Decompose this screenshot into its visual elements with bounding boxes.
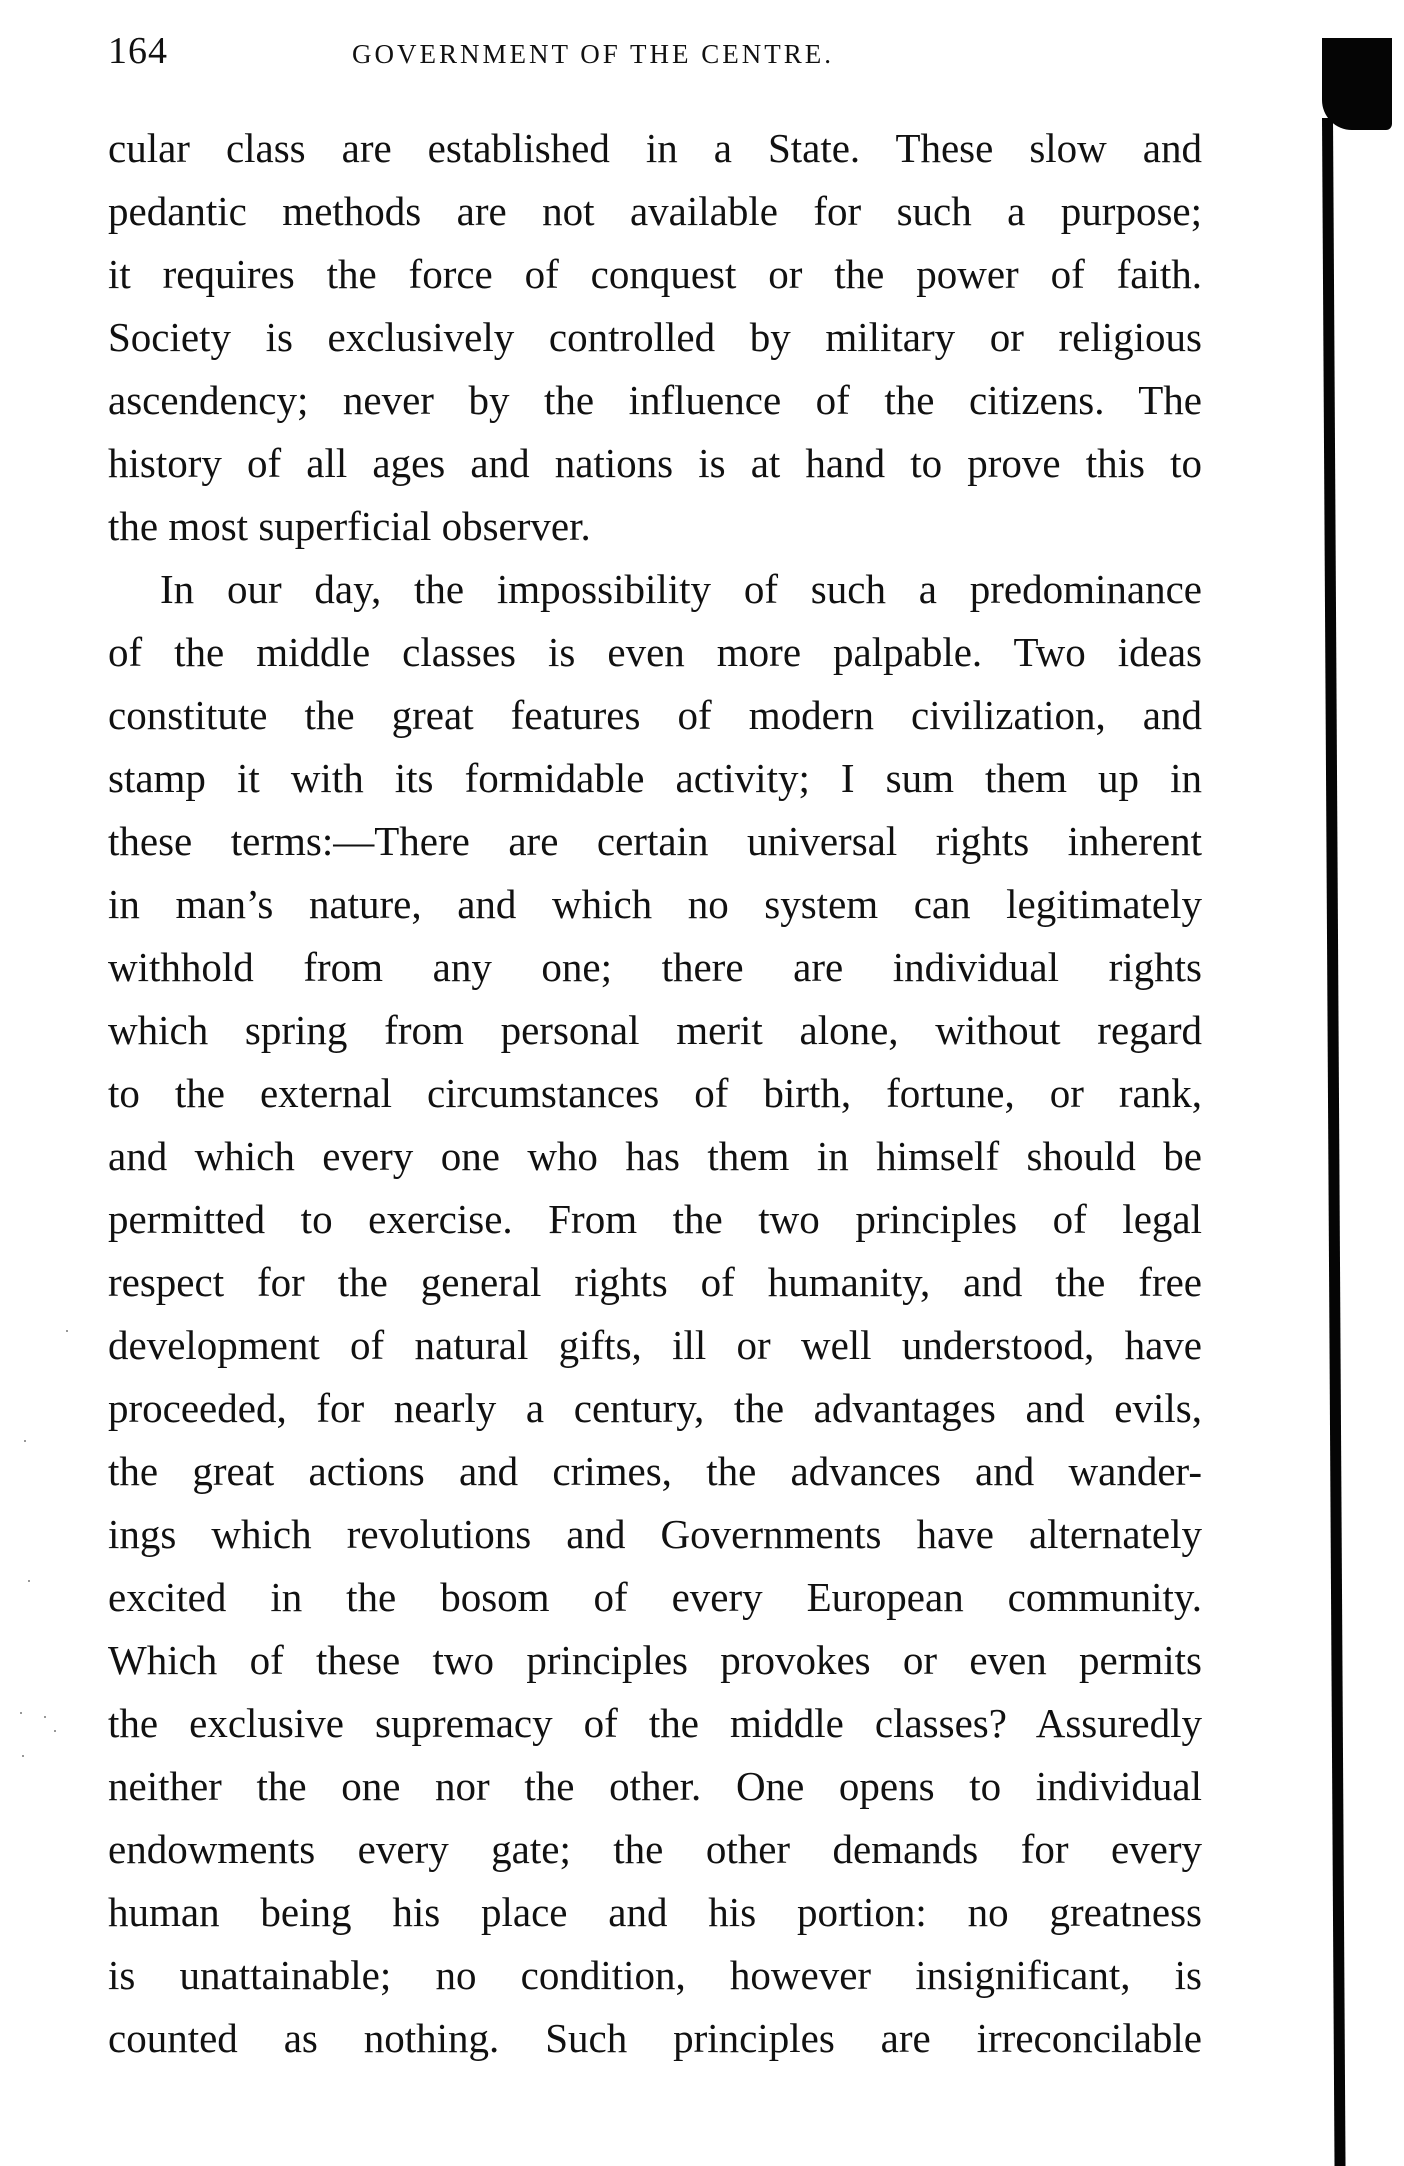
text-line: Society is exclusively controlled by military or religious (108, 314, 1202, 360)
paragraph-1 (108, 117, 1202, 558)
text-line: and which every one who has them in himself should be (108, 1133, 1202, 1179)
text-line: of the middle classes is even more palpable. Two ideas (108, 629, 1202, 675)
text-line: development of natural gifts, ill or well understood, have (108, 1322, 1202, 1368)
text-line: stamp it with its formidable activity; I sum them up in (108, 755, 1202, 801)
text-line: which spring from personal merit alone, without regard (108, 1007, 1202, 1053)
running-title: GOVERNMENT OF THE CENTRE. (352, 39, 835, 69)
text-line: neither the one nor the other. One opens to individual (108, 1763, 1202, 1809)
scan-speck (44, 1716, 46, 1718)
text-line: excited in the bosom of every European community. (108, 1574, 1202, 1620)
text-line: constitute the great features of modern civilization, and (108, 692, 1202, 738)
text-line: is unattainable; no condition, however insignificant, is (108, 1952, 1202, 1998)
scan-speck (22, 1755, 24, 1757)
body-text (108, 117, 1202, 2070)
text-line: ascendency; never by the influence of the citizens. The (108, 377, 1202, 423)
text-line: it requires the force of conquest or the power of faith. (108, 251, 1202, 297)
page-number: 164 (108, 30, 168, 72)
text-line: pedantic methods are not available for such a purpose; (108, 188, 1202, 234)
running-head (108, 26, 1208, 76)
text-line: these terms:—There are certain universal rights inherent (108, 818, 1202, 864)
text-line: the most superficial observer. (108, 503, 591, 549)
text-line: to the external circumstances of birth, fortune, or rank, (108, 1070, 1202, 1116)
text-line: permitted to exercise. From the two principles of legal (108, 1196, 1202, 1242)
text-line: ings which revolutions and Governments have alternately (108, 1511, 1202, 1557)
text-line: counted as nothing. Such principles are irreconcilable (108, 2015, 1202, 2061)
binding-shadow (1322, 38, 1392, 130)
text-line: cular class are established in a State. These slow and (108, 125, 1202, 171)
text-line: endowments every gate; the other demands for every (108, 1826, 1202, 1872)
text-line: in man’s nature, and which no system can legitimately (108, 881, 1202, 927)
text-line: In our day, the impossibility of such a predominance (160, 566, 1202, 612)
binding-edge-line (1322, 118, 1346, 2166)
text-line: proceeded, for nearly a century, the advantages and evils, (108, 1385, 1202, 1431)
scan-speck (54, 1730, 56, 1732)
text-line: withhold from any one; there are individual rights (108, 944, 1202, 990)
text-line: Which of these two principles provokes or even permits (108, 1637, 1202, 1683)
scan-speck (20, 1712, 22, 1714)
text-line: respect for the general rights of humanity, and the free (108, 1259, 1202, 1305)
text-line: the great actions and crimes, the advances and wander- (108, 1448, 1202, 1494)
text-line: the exclusive supremacy of the middle classes? Assuredly (108, 1700, 1202, 1746)
scan-speck (28, 1580, 30, 1582)
text-line: history of all ages and nations is at hand to prove this to (108, 440, 1202, 486)
text-line: human being his place and his portion: no greatness (108, 1889, 1202, 1935)
paragraph-2 (108, 558, 1202, 2070)
scan-speck (24, 1440, 26, 1442)
scan-speck (66, 1330, 68, 1332)
